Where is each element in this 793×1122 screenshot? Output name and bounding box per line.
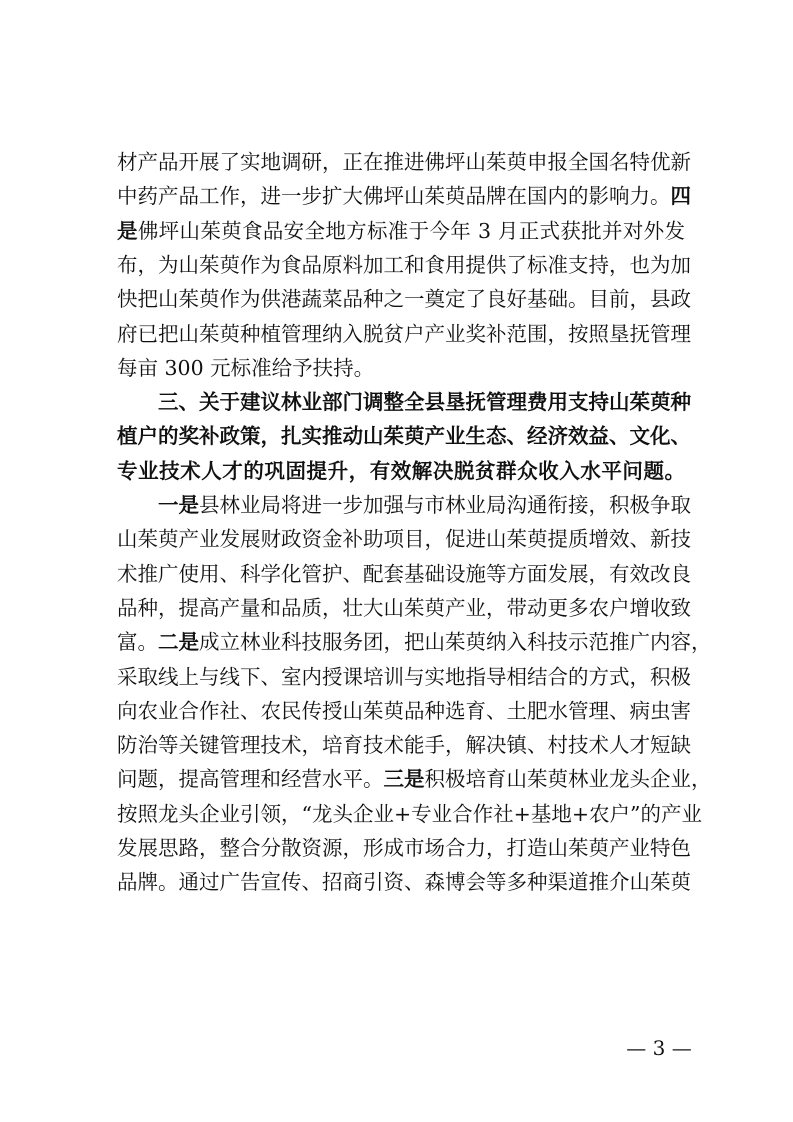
bold-text-segment: 专业技术人才的巩固提升，有效解决脱贫群众收入水平问题。 (117, 458, 685, 483)
page-number: — 3 — (626, 1036, 692, 1060)
text-segment: 品牌。通过广告宣传、招商引资、森博会等多种渠道推介山茱萸 (117, 870, 691, 895)
text-segment: 防治等关键管理技术，培育技术能手，解决镇、村技术人才短缺 (117, 733, 691, 758)
text-line (158, 385, 691, 419)
text-segment: 采取线上与线下、室内授课培训与实地指导相结合的方式，积极 (117, 664, 691, 689)
text-line (117, 797, 702, 831)
text-segment: 材产品开展了实地调研，正在推进佛坪山茱萸申报全国名特优新 (117, 150, 691, 174)
text-line (117, 214, 685, 248)
text-line (117, 351, 685, 385)
text-line (117, 179, 691, 213)
text-segment: 富。 (117, 630, 158, 655)
text-line (117, 557, 691, 591)
text-segment: 中药产品工作，进一步扩大佛坪山茱萸品牌在国内的影响力。 (117, 184, 671, 209)
text-segment: 县林业局将进一步加强与市林业局沟通衔接，积极争取 (199, 493, 691, 517)
bold-text-segment: 四 (670, 184, 691, 209)
text-segment: 快把山茱萸作为供港蔬菜品种之一奠定了良好基础。目前，县政 (117, 287, 691, 312)
text-segment: 品种，提高产量和品质，壮大山茱萸产业，带动更多农户增收致 (117, 595, 691, 620)
text-segment: 山茱萸产业发展财政资金补助项目，促进山茱萸提质增效、新技 (117, 527, 691, 552)
text-line (117, 522, 691, 556)
text-line (117, 625, 712, 659)
text-line (117, 145, 691, 179)
text-segment: 佛坪山茱萸食品安全地方标准于今年 3 月正式获批并对外发 (137, 218, 686, 243)
text-segment: 按照龙头企业引领，“龙头企业+专业合作社+基地+农户”的产业 (117, 801, 702, 826)
text-line (117, 865, 691, 899)
text-line (117, 831, 691, 865)
text-line (117, 419, 691, 453)
text-segment: 术推广使用、科学化管护、配套基础设施等方面发展，有效改良 (117, 561, 691, 586)
text-line (158, 488, 691, 522)
text-line (117, 591, 691, 625)
text-segment: 布，为山茱萸作为食品原料加工和食用提供了标准支持，也为加 (117, 252, 691, 277)
text-segment: 向农业合作社、农民传授山茱萸品种选育、土肥水管理、病虫害 (117, 698, 691, 723)
bold-text-segment: 植户的奖补政策，扎实推动山茱萸产业生态、经济效益、文化、 (117, 424, 691, 449)
bold-text-segment: 三是 (383, 767, 425, 792)
text-line (117, 660, 691, 694)
text-line (117, 317, 691, 351)
bold-text-segment: 是 (117, 218, 138, 243)
text-line (117, 454, 685, 488)
text-line (117, 728, 691, 762)
text-line (117, 762, 712, 796)
text-line (117, 694, 691, 728)
bold-text-segment: 一是 (158, 493, 199, 517)
text-segment: 发展思路，整合分散资源，形成市场合力，打造山茱萸产业特色 (117, 836, 691, 860)
bold-text-segment: 三、关于建议林业部门调整全县垦抚管理费用支持山茱萸种 (158, 390, 691, 415)
text-segment: 成立林业科技服务团，把山茱萸纳入科技示范推广内容， (199, 630, 712, 655)
text-segment: 积极培育山茱萸林业龙头企业， (424, 767, 712, 792)
text-segment: 每亩 300 元标准给予扶持。 (117, 355, 375, 380)
text-line (117, 248, 691, 282)
text-segment: 问题，提高管理和经营水平。 (117, 767, 384, 792)
text-segment: 府已把山茱萸种植管理纳入脱贫户产业奖补范围，按照垦抚管理 (117, 321, 691, 346)
bold-text-segment: 二是 (158, 630, 199, 655)
text-line (117, 282, 691, 316)
